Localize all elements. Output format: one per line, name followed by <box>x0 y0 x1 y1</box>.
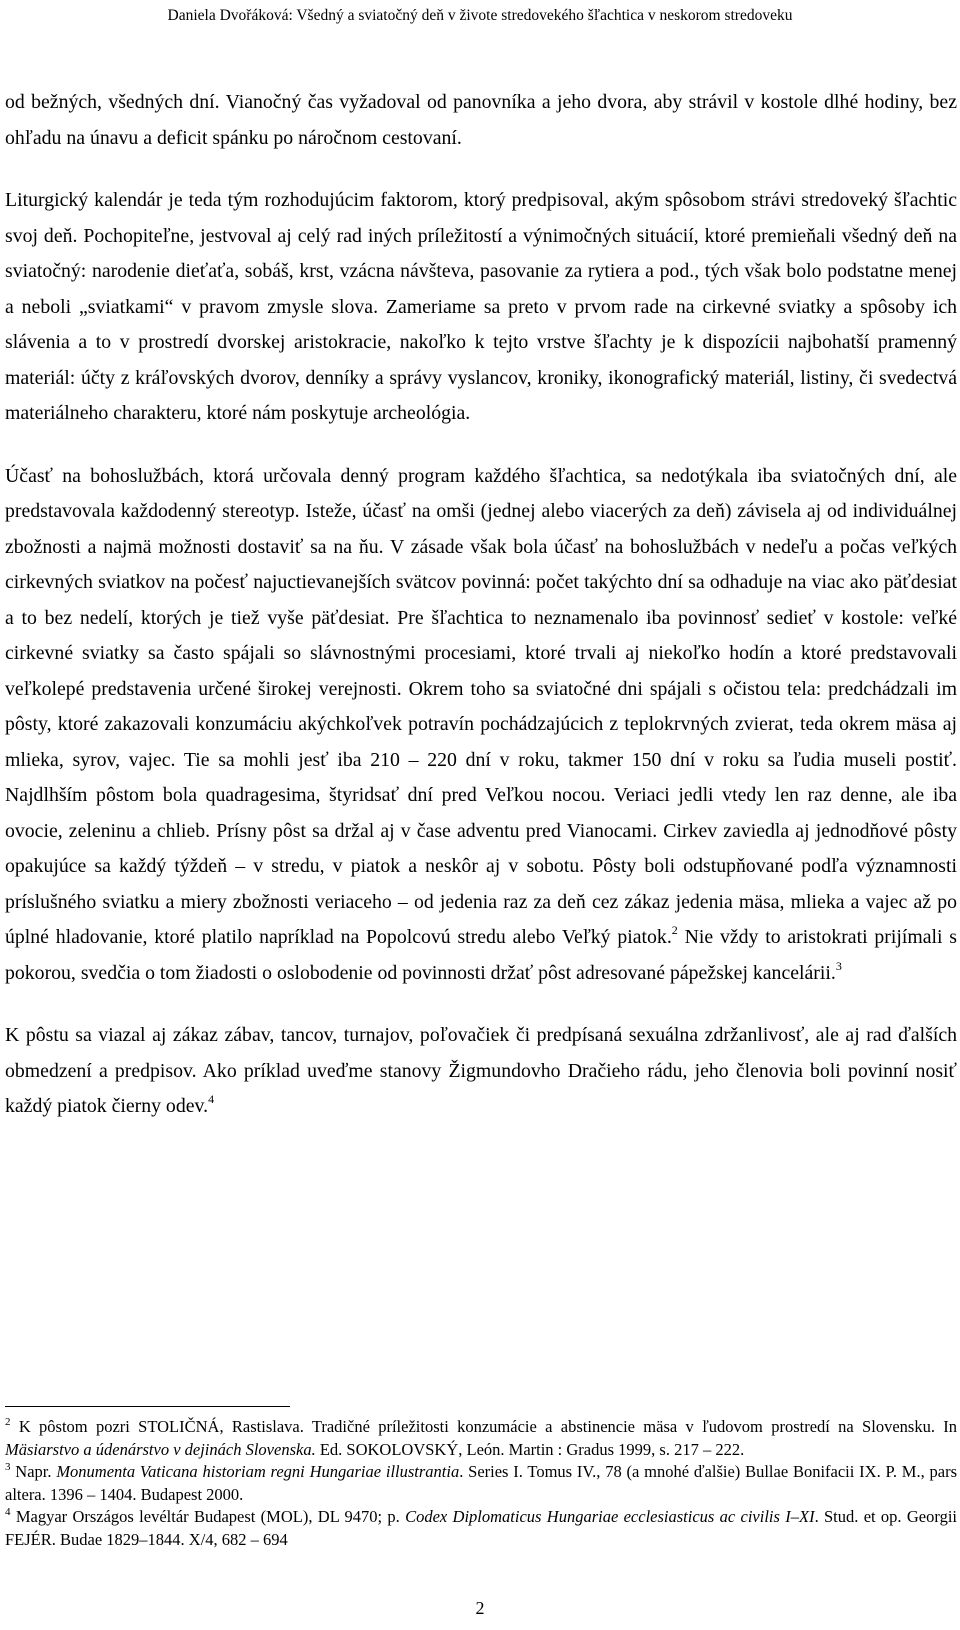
paragraph-3-text-b: Nie vždy to aristokrati prijímali s pokorou, svedčia o tom žiadosti o oslobodenie od povinnosti držať pôst adresované pápežskej kancelárii. <box>5 926 958 984</box>
footnote-separator <box>5 1406 290 1407</box>
footnote-ref-3[interactable]: 3 <box>835 958 842 973</box>
body-text <box>5 85 957 1125</box>
footnote-ref-4[interactable]: 4 <box>208 1092 215 1106</box>
footnote-title: Mäsiarstvo a údenárstvo v dejinách Slovenska. <box>5 1439 316 1459</box>
page-number: 2 <box>475 1598 485 1618</box>
footnote-2 <box>5 1416 957 1461</box>
footnote-number: 3 <box>5 1461 11 1473</box>
footnote-4 <box>5 1506 957 1551</box>
footnote-number: 4 <box>5 1506 11 1518</box>
footnote-text: K pôstom pozri STOLIČNÁ, Rastislava. Tradičné príležitosti konzumácie a abstinencie mäsa v ľudovom prostredí na Slovensku. In <box>10 1417 957 1436</box>
paragraph-4 <box>5 1018 957 1125</box>
running-header: Daniela Dvořáková: Všedný a sviatočný deň v živote stredovekého šľachtica v neskorom stredoveku <box>167 7 793 24</box>
footnote-number: 2 <box>5 1416 11 1428</box>
footnotes <box>5 1416 957 1551</box>
paragraph-3-text-a: Účasť na bohoslužbách, ktorá určovala denný program každého šľachtica, sa nedotýkala iba sviatočných dní, ale predstavovala každodenný stereotyp. Isteže, účasť na omši (jednej alebo viacerých za deň) závisela aj od individuálnej zbožnosti a najmä možnosti dostaviť sa na ňu. V zásade však bola účasť na bohoslužbách v nedeľu a počas veľkých cirkevných sviatkov na počesť najuctievanejších svätcov povinná: počet takýchto dní sa odhaduje na viac ako päťdesiat a to bez nedelí, ktorých je tiež vyše päťdesiat. Pre šľachtica to neznamenalo iba povinnosť sedieť v kostole: veľké cirkevné sviatky sa často spájali so slávnostnými procesiami, ktoré trvali aj niekoľko hodín a ktoré predstavovali veľkolepé predstavenia určené širokej verejnosti. Okrem toho sa sviatočné dni spájali s očistou tela: predchádzali im pôsty, ktoré zakazovali konzumáciu akýchkoľvek potravín pochádzajúcich z teplokrvných zvierat, teda okrem mäsa aj mlieka, syrov, vajec. Tie sa mohli jesť iba 210 – 220 dní v roku, takmer 150 dní v roku sa ľudia museli postiť. Najdlhším pôstom bola quadragesima, štyridsať dní pred Veľkou nocou. Veriaci jedli vtedy len raz denne, ale iba ovocie, zeleninu a chlieb. Prísny pôst sa držal aj v čase adventu pred Vianocami. Cirkev zaviedla aj jednodňové pôsty opakujúce sa každý týždeň – v stredu, v piatok a neskôr aj v sobotu. Pôsty boli odstupňované podľa významnosti príslušného sviatku a miery zbožnosti veriaceho – od jedenia raz za deň cez zákaz jedenia mäsa, mlieka a vajec až po úplné hladovanie, ktoré platilo napríklad na Popolcovú stredu alebo Veľký piatok. <box>5 464 957 948</box>
footnote-title: Codex Diplomaticus Hungariae ecclesiasticus ac civilis I–XI <box>405 1507 815 1526</box>
footnote-text: . Stud. et op. Georgii FEJÉR. Budae 1829–1844. X/4, 682 – 694 <box>5 1507 957 1549</box>
paragraph-1: od bežných, všedných dní. Vianočný čas vyžadoval od panovníka a jeho dvora, aby strávil v kostole dlhé hodiny, bez ohľadu na únavu a deficit spánku po náročnom cestovaní. <box>5 91 957 149</box>
paragraph-2: Liturgický kalendár je teda tým rozhodujúcim faktorom, ktorý predpisoval, akým spôsobom strávi stredoveký šľachtic svoj deň. Pochopiteľne, jestvoval aj celý rad iných príležitostí a výnimočných situácií, ktoré premieňali všedný deň na sviatočný: narodenie dieťaťa, sobáš, krst, vzácna návšteva, pasovanie za rytiera a pod., tých však bolo podstatne menej a neboli „sviatkami“ v pravom zmysle slova. Zameriame sa preto v prvom rade na cirkevné sviatky a spôsoby ich slávenia a to v prostredí dvorskej aristokracie, nakoľko k tejto vrstve šľachty je k dispozícii najbohatší pramenný materiál: účty z kráľovských dvorov, denníky a správy vyslancov, kroniky, ikonografický materiál, listiny, či svedectvá materiálneho charakteru, ktoré nám poskytuje archeológia. <box>5 189 957 424</box>
paragraph-4-text: K pôstu sa viazal aj zákaz zábav, tancov, turnajov, poľovačiek či predpísaná sexuálna zdržanlivosť, ale aj rad ďalších obmedzení a predpisov. Ako príklad uveďme stanovy Žigmundovho Dračieho rádu, jeho členovia boli povinní nosiť každý piatok čierny odev. <box>5 1024 957 1117</box>
footnote-3 <box>5 1461 957 1506</box>
footnote-text: Ed. SOKOLOVSKÝ, León. Martin : Gradus 1999, s. 217 – 222. <box>315 1439 745 1459</box>
paragraph-3 <box>5 459 957 992</box>
footnote-title: Monumenta Vaticana historiam regni Hungariae illustrantia <box>56 1462 460 1481</box>
footnote-text: Napr. <box>10 1462 57 1481</box>
footnote-text: . Series I. Tomus IV., 78 (a mnohé ďalšie) Bullae Bonifacii IX. P. M., pars altera. 1396 – 1404. Budapest 2000. <box>5 1462 957 1504</box>
footnote-text: Magyar Országos levéltár Budapest (MOL), DL 9470; p. <box>10 1507 406 1526</box>
footnote-ref-2[interactable]: 2 <box>671 923 678 937</box>
